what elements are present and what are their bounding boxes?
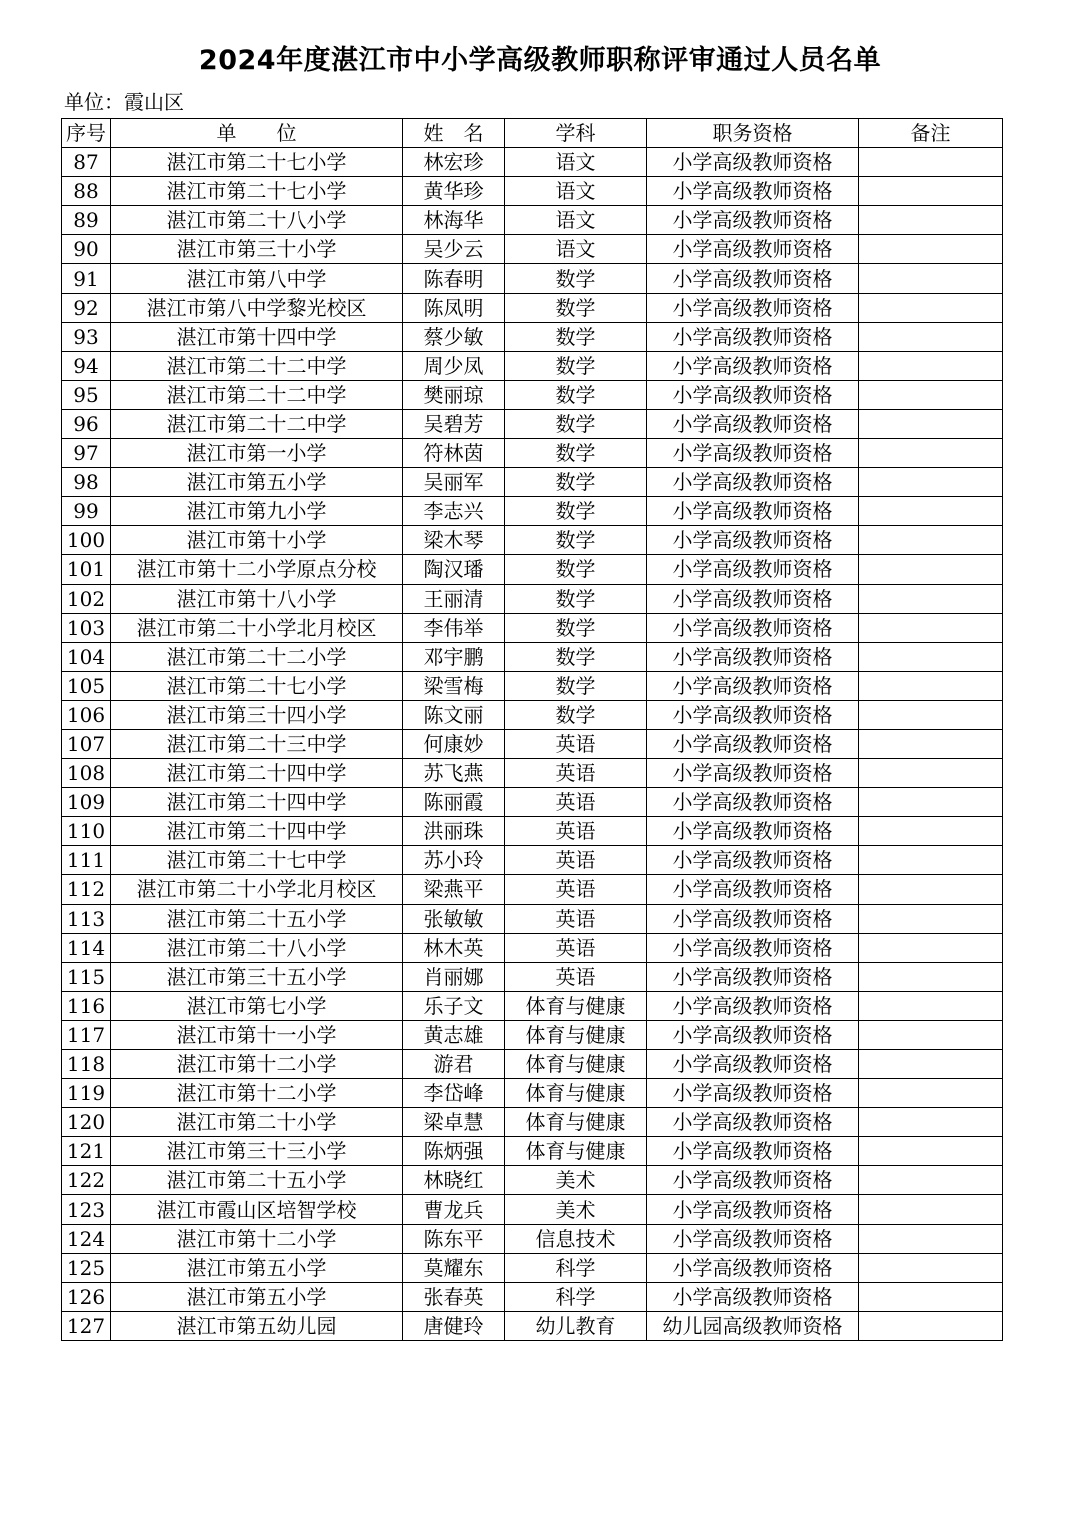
cell-qualification: 小学高级教师资格 — [647, 322, 859, 351]
cell-qualification: 小学高级教师资格 — [647, 264, 859, 293]
table-row — [62, 1195, 1003, 1224]
cell-no: 115 — [62, 962, 111, 991]
cell-qualification: 小学高级教师资格 — [647, 555, 859, 584]
table-row — [62, 1108, 1003, 1137]
cell-note — [859, 206, 1003, 235]
cell-note — [859, 1195, 1003, 1224]
cell-subject: 英语 — [505, 759, 647, 788]
cell-qualification: 小学高级教师资格 — [647, 351, 859, 380]
cell-subject: 科学 — [505, 1253, 647, 1282]
header-no: 序号 — [62, 119, 111, 148]
table-row — [62, 526, 1003, 555]
cell-unit: 湛江市第十一小学 — [111, 1020, 403, 1049]
cell-qualification: 小学高级教师资格 — [647, 177, 859, 206]
cell-no: 106 — [62, 700, 111, 729]
cell-subject: 科学 — [505, 1282, 647, 1311]
cell-unit: 湛江市第五小学 — [111, 1253, 403, 1282]
cell-no: 123 — [62, 1195, 111, 1224]
cell-name: 蔡少敏 — [403, 322, 505, 351]
cell-name: 乐子文 — [403, 991, 505, 1020]
cell-note — [859, 1137, 1003, 1166]
cell-subject: 数学 — [505, 584, 647, 613]
cell-qualification: 小学高级教师资格 — [647, 729, 859, 758]
cell-qualification: 小学高级教师资格 — [647, 1137, 859, 1166]
cell-no: 119 — [62, 1079, 111, 1108]
cell-qualification: 小学高级教师资格 — [647, 206, 859, 235]
cell-unit: 湛江市第三十三小学 — [111, 1137, 403, 1166]
cell-name: 吴少云 — [403, 235, 505, 264]
cell-note — [859, 293, 1003, 322]
cell-note — [859, 1311, 1003, 1340]
cell-unit: 湛江市第二十七中学 — [111, 846, 403, 875]
cell-qualification: 小学高级教师资格 — [647, 1282, 859, 1311]
cell-unit: 湛江市第十小学 — [111, 526, 403, 555]
cell-name: 林木英 — [403, 933, 505, 962]
cell-subject: 语文 — [505, 206, 647, 235]
cell-subject: 语文 — [505, 235, 647, 264]
cell-note — [859, 1050, 1003, 1079]
cell-no: 87 — [62, 148, 111, 177]
cell-subject: 数学 — [505, 526, 647, 555]
cell-unit: 湛江市第二十二小学 — [111, 642, 403, 671]
cell-qualification: 小学高级教师资格 — [647, 526, 859, 555]
cell-no: 102 — [62, 584, 111, 613]
cell-subject: 英语 — [505, 846, 647, 875]
cell-qualification: 小学高级教师资格 — [647, 817, 859, 846]
cell-qualification: 小学高级教师资格 — [647, 1224, 859, 1253]
cell-note — [859, 322, 1003, 351]
cell-qualification: 小学高级教师资格 — [647, 439, 859, 468]
cell-note — [859, 1020, 1003, 1049]
cell-unit: 湛江市第十二小学原点分校 — [111, 555, 403, 584]
cell-note — [859, 1253, 1003, 1282]
cell-note — [859, 497, 1003, 526]
cell-unit: 湛江市第五幼儿园 — [111, 1311, 403, 1340]
table-row — [62, 1166, 1003, 1195]
cell-name: 张春英 — [403, 1282, 505, 1311]
cell-no: 125 — [62, 1253, 111, 1282]
cell-no: 97 — [62, 439, 111, 468]
cell-note — [859, 904, 1003, 933]
cell-unit: 湛江市第十二小学 — [111, 1224, 403, 1253]
cell-subject: 数学 — [505, 264, 647, 293]
cell-subject: 体育与健康 — [505, 991, 647, 1020]
cell-note — [859, 642, 1003, 671]
cell-name: 周少凤 — [403, 351, 505, 380]
table-row — [62, 642, 1003, 671]
cell-name: 邓宇鹏 — [403, 642, 505, 671]
cell-name: 苏小玲 — [403, 846, 505, 875]
cell-note — [859, 788, 1003, 817]
cell-note — [859, 380, 1003, 409]
unit-line: 单位：霞山区 — [64, 90, 184, 114]
table-row — [62, 1253, 1003, 1282]
cell-note — [859, 555, 1003, 584]
cell-no: 118 — [62, 1050, 111, 1079]
cell-qualification: 小学高级教师资格 — [647, 875, 859, 904]
cell-no: 96 — [62, 409, 111, 438]
cell-unit: 湛江市第二十四中学 — [111, 759, 403, 788]
cell-name: 黄志雄 — [403, 1020, 505, 1049]
cell-qualification: 小学高级教师资格 — [647, 1253, 859, 1282]
cell-note — [859, 962, 1003, 991]
table-row — [62, 1020, 1003, 1049]
cell-name: 李志兴 — [403, 497, 505, 526]
table-row — [62, 177, 1003, 206]
cell-unit: 湛江市第二十七小学 — [111, 671, 403, 700]
table-row — [62, 962, 1003, 991]
table-row — [62, 875, 1003, 904]
cell-subject: 数学 — [505, 642, 647, 671]
cell-subject: 数学 — [505, 700, 647, 729]
table-row — [62, 1224, 1003, 1253]
cell-subject: 体育与健康 — [505, 1079, 647, 1108]
cell-note — [859, 584, 1003, 613]
cell-no: 93 — [62, 322, 111, 351]
cell-note — [859, 1108, 1003, 1137]
header-name: 姓 名 — [403, 119, 505, 148]
cell-note — [859, 1166, 1003, 1195]
cell-subject: 数学 — [505, 409, 647, 438]
cell-unit: 湛江市第二十四中学 — [111, 817, 403, 846]
cell-subject: 数学 — [505, 468, 647, 497]
cell-subject: 数学 — [505, 497, 647, 526]
cell-name: 唐健玲 — [403, 1311, 505, 1340]
cell-qualification: 小学高级教师资格 — [647, 409, 859, 438]
cell-note — [859, 671, 1003, 700]
cell-note — [859, 468, 1003, 497]
cell-name: 吴碧芳 — [403, 409, 505, 438]
cell-no: 124 — [62, 1224, 111, 1253]
cell-note — [859, 235, 1003, 264]
cell-note — [859, 439, 1003, 468]
cell-unit: 湛江市第二十二中学 — [111, 409, 403, 438]
cell-note — [859, 1282, 1003, 1311]
cell-unit: 湛江市第十二小学 — [111, 1050, 403, 1079]
cell-qualification: 小学高级教师资格 — [647, 497, 859, 526]
cell-no: 126 — [62, 1282, 111, 1311]
cell-qualification: 小学高级教师资格 — [647, 380, 859, 409]
cell-qualification: 小学高级教师资格 — [647, 642, 859, 671]
cell-qualification: 小学高级教师资格 — [647, 1020, 859, 1049]
cell-no: 92 — [62, 293, 111, 322]
cell-note — [859, 177, 1003, 206]
cell-name: 陈文丽 — [403, 700, 505, 729]
table-row — [62, 555, 1003, 584]
cell-name: 苏飞燕 — [403, 759, 505, 788]
cell-unit: 湛江市第五小学 — [111, 468, 403, 497]
cell-name: 王丽清 — [403, 584, 505, 613]
cell-note — [859, 351, 1003, 380]
cell-subject: 体育与健康 — [505, 1137, 647, 1166]
table-row — [62, 351, 1003, 380]
table-row — [62, 759, 1003, 788]
cell-note — [859, 1079, 1003, 1108]
cell-no: 117 — [62, 1020, 111, 1049]
cell-no: 91 — [62, 264, 111, 293]
cell-qualification: 小学高级教师资格 — [647, 584, 859, 613]
cell-qualification: 幼儿园高级教师资格 — [647, 1311, 859, 1340]
cell-name: 陶汉璠 — [403, 555, 505, 584]
cell-subject: 英语 — [505, 729, 647, 758]
cell-unit: 湛江市第十四中学 — [111, 322, 403, 351]
table-row — [62, 846, 1003, 875]
cell-unit: 湛江市第二十五小学 — [111, 904, 403, 933]
table-row — [62, 904, 1003, 933]
cell-name: 林海华 — [403, 206, 505, 235]
cell-unit: 湛江市第二十七小学 — [111, 148, 403, 177]
cell-unit: 湛江市第二十二中学 — [111, 351, 403, 380]
cell-note — [859, 409, 1003, 438]
cell-subject: 数学 — [505, 380, 647, 409]
cell-name: 陈春明 — [403, 264, 505, 293]
cell-qualification: 小学高级教师资格 — [647, 613, 859, 642]
cell-qualification: 小学高级教师资格 — [647, 788, 859, 817]
cell-note — [859, 1224, 1003, 1253]
table-row — [62, 1311, 1003, 1340]
table-row — [62, 817, 1003, 846]
cell-unit: 湛江市第八中学黎光校区 — [111, 293, 403, 322]
cell-subject: 英语 — [505, 817, 647, 846]
cell-unit: 湛江市第十二小学 — [111, 1079, 403, 1108]
table-row — [62, 206, 1003, 235]
cell-name: 樊丽琼 — [403, 380, 505, 409]
cell-no: 109 — [62, 788, 111, 817]
cell-unit: 湛江市第五小学 — [111, 1282, 403, 1311]
cell-unit: 湛江市第十八小学 — [111, 584, 403, 613]
cell-no: 110 — [62, 817, 111, 846]
cell-note — [859, 933, 1003, 962]
header-note: 备注 — [859, 119, 1003, 148]
cell-unit: 湛江市第二十小学北月校区 — [111, 613, 403, 642]
roster-body — [62, 148, 1003, 1341]
table-row — [62, 468, 1003, 497]
cell-qualification: 小学高级教师资格 — [647, 148, 859, 177]
cell-unit: 湛江市第二十小学 — [111, 1108, 403, 1137]
cell-name: 梁木琴 — [403, 526, 505, 555]
cell-no: 108 — [62, 759, 111, 788]
cell-unit: 湛江市第三十小学 — [111, 235, 403, 264]
cell-no: 121 — [62, 1137, 111, 1166]
header-qualification: 职务资格 — [647, 119, 859, 148]
cell-qualification: 小学高级教师资格 — [647, 1108, 859, 1137]
cell-no: 112 — [62, 875, 111, 904]
cell-unit: 湛江市霞山区培智学校 — [111, 1195, 403, 1224]
table-row — [62, 991, 1003, 1020]
cell-unit: 湛江市第二十八小学 — [111, 933, 403, 962]
table-row — [62, 1050, 1003, 1079]
cell-no: 104 — [62, 642, 111, 671]
cell-name: 林宏珍 — [403, 148, 505, 177]
cell-no: 94 — [62, 351, 111, 380]
cell-name: 陈凤明 — [403, 293, 505, 322]
cell-subject: 信息技术 — [505, 1224, 647, 1253]
cell-note — [859, 264, 1003, 293]
cell-qualification: 小学高级教师资格 — [647, 933, 859, 962]
cell-no: 107 — [62, 729, 111, 758]
table-row — [62, 729, 1003, 758]
cell-no: 88 — [62, 177, 111, 206]
cell-unit: 湛江市第二十四中学 — [111, 788, 403, 817]
cell-qualification: 小学高级教师资格 — [647, 991, 859, 1020]
cell-unit: 湛江市第七小学 — [111, 991, 403, 1020]
cell-name: 陈炳强 — [403, 1137, 505, 1166]
cell-no: 111 — [62, 846, 111, 875]
table-row — [62, 148, 1003, 177]
cell-name: 林晓红 — [403, 1166, 505, 1195]
table-row — [62, 700, 1003, 729]
cell-note — [859, 148, 1003, 177]
document-title: 2024年度湛江市中小学高级教师职称评审通过人员名单 — [198, 45, 882, 76]
cell-name: 梁燕平 — [403, 875, 505, 904]
cell-name: 曹龙兵 — [403, 1195, 505, 1224]
cell-name: 陈东平 — [403, 1224, 505, 1253]
cell-no: 100 — [62, 526, 111, 555]
cell-note — [859, 875, 1003, 904]
cell-unit: 湛江市第九小学 — [111, 497, 403, 526]
cell-subject: 英语 — [505, 962, 647, 991]
table-row — [62, 264, 1003, 293]
cell-name: 李伟举 — [403, 613, 505, 642]
cell-subject: 数学 — [505, 613, 647, 642]
table-row — [62, 1282, 1003, 1311]
cell-qualification: 小学高级教师资格 — [647, 671, 859, 700]
cell-qualification: 小学高级教师资格 — [647, 1079, 859, 1108]
cell-unit: 湛江市第三十四小学 — [111, 700, 403, 729]
cell-qualification: 小学高级教师资格 — [647, 293, 859, 322]
cell-unit: 湛江市第二十八小学 — [111, 206, 403, 235]
cell-qualification: 小学高级教师资格 — [647, 468, 859, 497]
table-row — [62, 235, 1003, 264]
header-unit: 单 位 — [111, 119, 403, 148]
table-row — [62, 584, 1003, 613]
cell-name: 黄华珍 — [403, 177, 505, 206]
cell-subject: 英语 — [505, 875, 647, 904]
cell-subject: 数学 — [505, 439, 647, 468]
cell-note — [859, 991, 1003, 1020]
table-row — [62, 613, 1003, 642]
cell-no: 116 — [62, 991, 111, 1020]
cell-qualification: 小学高级教师资格 — [647, 1050, 859, 1079]
table-row — [62, 322, 1003, 351]
cell-no: 114 — [62, 933, 111, 962]
cell-subject: 数学 — [505, 671, 647, 700]
cell-name: 肖丽娜 — [403, 962, 505, 991]
cell-subject: 体育与健康 — [505, 1108, 647, 1137]
cell-no: 101 — [62, 555, 111, 584]
table-row — [62, 497, 1003, 526]
cell-name: 莫耀东 — [403, 1253, 505, 1282]
cell-unit: 湛江市第二十三中学 — [111, 729, 403, 758]
cell-subject: 数学 — [505, 351, 647, 380]
cell-subject: 体育与健康 — [505, 1020, 647, 1049]
table-row — [62, 671, 1003, 700]
cell-unit: 湛江市第八中学 — [111, 264, 403, 293]
cell-subject: 美术 — [505, 1166, 647, 1195]
cell-no: 105 — [62, 671, 111, 700]
cell-name: 李岱峰 — [403, 1079, 505, 1108]
cell-name: 张敏敏 — [403, 904, 505, 933]
cell-qualification: 小学高级教师资格 — [647, 1166, 859, 1195]
table-row — [62, 1079, 1003, 1108]
cell-no: 122 — [62, 1166, 111, 1195]
cell-subject: 体育与健康 — [505, 1050, 647, 1079]
cell-subject: 幼儿教育 — [505, 1311, 647, 1340]
roster-table — [61, 118, 1003, 1341]
cell-note — [859, 613, 1003, 642]
cell-note — [859, 729, 1003, 758]
cell-no: 95 — [62, 380, 111, 409]
cell-no: 120 — [62, 1108, 111, 1137]
cell-unit: 湛江市第一小学 — [111, 439, 403, 468]
cell-note — [859, 846, 1003, 875]
table-row — [62, 439, 1003, 468]
cell-qualification: 小学高级教师资格 — [647, 962, 859, 991]
table-row — [62, 1137, 1003, 1166]
cell-qualification: 小学高级教师资格 — [647, 846, 859, 875]
cell-qualification: 小学高级教师资格 — [647, 1195, 859, 1224]
cell-note — [859, 817, 1003, 846]
table-row — [62, 293, 1003, 322]
cell-unit: 湛江市第二十二中学 — [111, 380, 403, 409]
cell-qualification: 小学高级教师资格 — [647, 759, 859, 788]
cell-note — [859, 526, 1003, 555]
cell-name: 何康妙 — [403, 729, 505, 758]
cell-no: 103 — [62, 613, 111, 642]
cell-no: 98 — [62, 468, 111, 497]
cell-note — [859, 700, 1003, 729]
cell-name: 梁卓慧 — [403, 1108, 505, 1137]
header-row — [62, 119, 1003, 148]
cell-subject: 语文 — [505, 148, 647, 177]
cell-subject: 英语 — [505, 904, 647, 933]
cell-subject: 数学 — [505, 555, 647, 584]
cell-unit: 湛江市第二十七小学 — [111, 177, 403, 206]
cell-name: 陈丽霞 — [403, 788, 505, 817]
cell-subject: 美术 — [505, 1195, 647, 1224]
cell-no: 89 — [62, 206, 111, 235]
cell-name: 洪丽珠 — [403, 817, 505, 846]
cell-unit: 湛江市第三十五小学 — [111, 962, 403, 991]
cell-subject: 英语 — [505, 933, 647, 962]
cell-unit: 湛江市第二十小学北月校区 — [111, 875, 403, 904]
cell-subject: 英语 — [505, 788, 647, 817]
cell-qualification: 小学高级教师资格 — [647, 904, 859, 933]
cell-qualification: 小学高级教师资格 — [647, 700, 859, 729]
cell-no: 90 — [62, 235, 111, 264]
cell-name: 游君 — [403, 1050, 505, 1079]
table-row — [62, 933, 1003, 962]
cell-unit: 湛江市第二十五小学 — [111, 1166, 403, 1195]
cell-name: 吴丽军 — [403, 468, 505, 497]
cell-subject: 数学 — [505, 293, 647, 322]
cell-name: 符林茵 — [403, 439, 505, 468]
cell-note — [859, 759, 1003, 788]
cell-name: 梁雪梅 — [403, 671, 505, 700]
cell-no: 127 — [62, 1311, 111, 1340]
cell-subject: 数学 — [505, 322, 647, 351]
table-row — [62, 788, 1003, 817]
header-subject: 学科 — [505, 119, 647, 148]
cell-no: 113 — [62, 904, 111, 933]
cell-no: 99 — [62, 497, 111, 526]
cell-qualification: 小学高级教师资格 — [647, 235, 859, 264]
table-row — [62, 409, 1003, 438]
cell-subject: 语文 — [505, 177, 647, 206]
table-row — [62, 380, 1003, 409]
